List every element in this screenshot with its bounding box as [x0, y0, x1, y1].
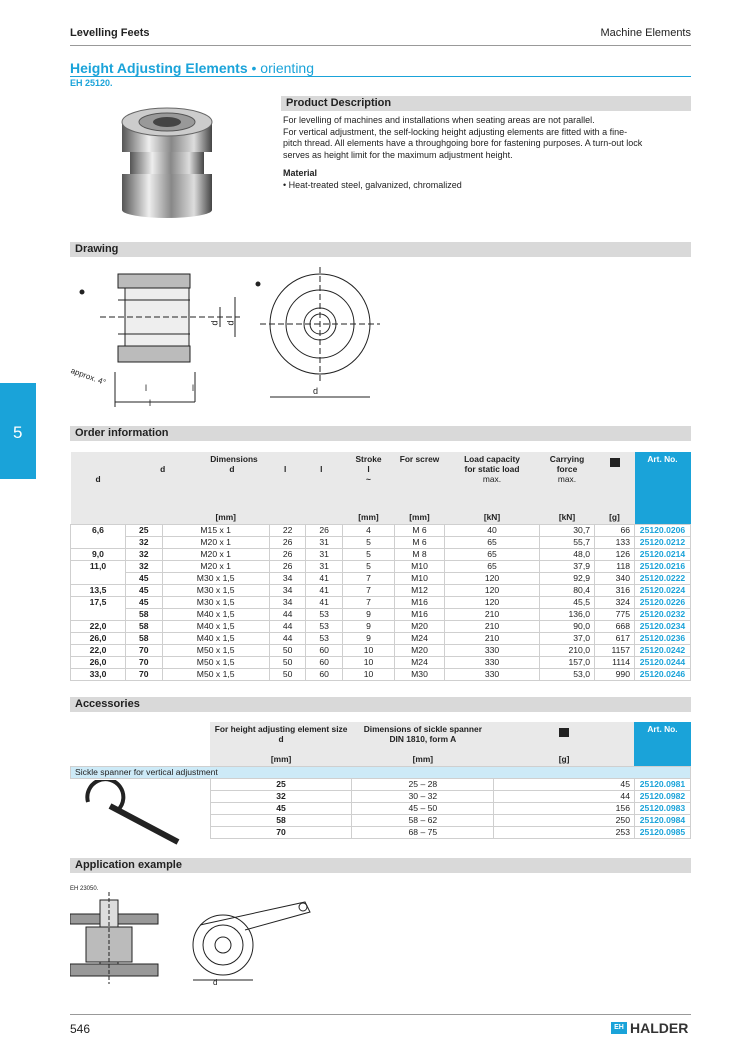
cell-load: 40 — [445, 525, 540, 537]
cell-d2: 58 — [126, 621, 163, 633]
table-row — [71, 561, 691, 573]
cell-dim: 58 – 62 — [352, 815, 494, 827]
cell-carry: 92,9 — [540, 573, 595, 585]
cell-carry: 53,0 — [540, 669, 595, 681]
cell-l1: 26 — [269, 561, 306, 573]
label-l1: l — [145, 383, 147, 393]
desc-line: For levelling of machines and installations when seating areas are not parallel. — [283, 115, 595, 125]
cell-l1: 44 — [269, 621, 306, 633]
cell-carry: 210,0 — [540, 645, 595, 657]
cell-l3: 7 — [343, 585, 395, 597]
col-art: Art. No. — [635, 452, 691, 510]
cell-l2: 41 — [306, 573, 343, 585]
table-row — [71, 525, 691, 537]
cell-load: 210 — [445, 633, 540, 645]
cell-load: 65 — [445, 561, 540, 573]
cell-carry: 157,0 — [540, 657, 595, 669]
col-load: Load capacity for static load max. — [464, 454, 520, 484]
cell-g: 44 — [494, 791, 635, 803]
cell-d3: M30 x 1,5 — [162, 573, 269, 585]
cell-g: 45 — [494, 779, 635, 791]
cell-d1 — [71, 573, 126, 585]
title-sub: orienting — [260, 60, 314, 76]
cell-d1: 22,0 — [71, 621, 126, 633]
cell-load: 330 — [445, 645, 540, 657]
cell-d1: 22,0 — [71, 645, 126, 657]
cell-screw: M12 — [395, 585, 445, 597]
cell-l2: 60 — [306, 645, 343, 657]
cell-dim: 45 – 50 — [352, 803, 494, 815]
cell-load: 65 — [445, 549, 540, 561]
cell-size: 70 — [210, 827, 352, 839]
cell-d2: 25 — [126, 525, 163, 537]
product-description — [283, 115, 688, 191]
cell-art[interactable]: 25120.0222 — [635, 573, 691, 585]
cell-l3: 7 — [343, 573, 395, 585]
cell-l2: 31 — [306, 537, 343, 549]
table-row — [71, 669, 691, 681]
cell-d2: 70 — [126, 657, 163, 669]
cell-l1: 50 — [269, 669, 306, 681]
table-row — [71, 573, 691, 585]
cell-load: 65 — [445, 537, 540, 549]
cell-carry: 55,7 — [540, 537, 595, 549]
cell-load: 120 — [445, 597, 540, 609]
cell-g: 126 — [595, 549, 635, 561]
cell-size: 32 — [210, 791, 352, 803]
label-d2: d — [313, 386, 319, 396]
cell-l1: 34 — [269, 585, 306, 597]
cell-art[interactable]: 25120.0226 — [635, 597, 691, 609]
accessories-heading: Accessories — [70, 697, 691, 712]
cell-l2: 31 — [306, 561, 343, 573]
cell-screw: M24 — [395, 633, 445, 645]
cell-art[interactable]: 25120.0216 — [635, 561, 691, 573]
title-separator: • — [247, 60, 261, 76]
cell-screw: M10 — [395, 573, 445, 585]
cell-g: 250 — [494, 815, 635, 827]
cell-art[interactable]: 25120.0224 — [635, 585, 691, 597]
cell-l2: 53 — [306, 621, 343, 633]
cell-carry: 37,9 — [540, 561, 595, 573]
cell-l1: 22 — [269, 525, 306, 537]
title-underline — [70, 76, 691, 77]
cell-screw: M30 — [395, 669, 445, 681]
cell-d3: M40 x 1,5 — [162, 633, 269, 645]
unit-g: [g] — [609, 512, 620, 522]
cell-screw: M24 — [395, 657, 445, 669]
cell-d3: M40 x 1,5 — [162, 621, 269, 633]
col-dims: Dimensions of sickle spanner DIN 1810, form A — [363, 724, 482, 744]
cell-d1: 26,0 — [71, 657, 126, 669]
cell-d2: 45 — [126, 573, 163, 585]
cell-g: 316 — [595, 585, 635, 597]
cell-l3: 9 — [343, 609, 395, 621]
col-carry: Carrying force max. — [549, 454, 585, 484]
cell-l3: 4 — [343, 525, 395, 537]
header-divider — [70, 45, 691, 46]
col-weight — [595, 452, 635, 510]
group-label: Sickle spanner for vertical adjustment — [71, 767, 691, 779]
cell-load: 120 — [445, 573, 540, 585]
cell-art[interactable]: 25120.0981 — [634, 779, 690, 791]
cell-d1 — [71, 537, 126, 549]
cell-art[interactable]: 25120.0232 — [635, 609, 691, 621]
title-main: Height Adjusting Elements — [70, 60, 248, 76]
footer-divider — [70, 1014, 691, 1015]
cell-load: 330 — [445, 657, 540, 669]
cell-d1: 13,5 — [71, 585, 126, 597]
cell-l2: 41 — [306, 597, 343, 609]
cell-l2: 60 — [306, 657, 343, 669]
label-l2: l — [149, 398, 151, 408]
cell-l1: 44 — [269, 609, 306, 621]
cell-d1 — [71, 609, 126, 621]
cell-g: 66 — [595, 525, 635, 537]
col-stroke: Stroke l ~ — [355, 454, 382, 484]
order-heading: Order information — [70, 426, 691, 441]
cell-carry: 48,0 — [540, 549, 595, 561]
label-approx: approx. 4° — [69, 366, 107, 387]
cell-l1: 26 — [269, 537, 306, 549]
cell-load: 330 — [445, 669, 540, 681]
cell-art[interactable]: 25120.0242 — [635, 645, 691, 657]
col-weight — [494, 722, 635, 752]
sickle-spanner-image — [78, 780, 188, 850]
table-row — [71, 585, 691, 597]
cell-carry: 80,4 — [540, 585, 595, 597]
cell-art[interactable]: 25120.0234 — [635, 621, 691, 633]
unit-mm: [mm] — [270, 754, 292, 764]
cell-art[interactable]: 25120.0244 — [635, 657, 691, 669]
cell-carry: 30,7 — [540, 525, 595, 537]
table-row — [71, 609, 691, 621]
col-screw: For screw — [399, 454, 440, 464]
label-l3: l — [192, 383, 194, 393]
product-photo — [112, 100, 222, 220]
cell-d1: 9,0 — [71, 549, 126, 561]
cell-l3: 9 — [343, 633, 395, 645]
brand-name: HALDER — [630, 1020, 689, 1036]
label-d3: d — [225, 320, 236, 326]
cell-art[interactable]: 25120.0212 — [635, 537, 691, 549]
cell-d1: 26,0 — [71, 633, 126, 645]
unit-kn: [kN] — [483, 512, 501, 522]
cell-g: 668 — [595, 621, 635, 633]
product-code: EH 25120. — [70, 78, 113, 88]
cell-d2: 32 — [126, 561, 163, 573]
cell-carry: 136,0 — [540, 609, 595, 621]
desc-line: serves as height limit for the maximum adjustment height. — [283, 149, 513, 160]
cell-d1: 6,6 — [71, 525, 126, 537]
cell-screw: M16 — [395, 597, 445, 609]
cell-l1: 34 — [269, 573, 306, 585]
header-right: Machine Elements — [600, 27, 691, 39]
cell-g: 1114 — [595, 657, 635, 669]
cell-carry: 90,0 — [540, 621, 595, 633]
chapter-tab: 5 — [0, 383, 36, 479]
col-art: Art. No. — [634, 722, 690, 752]
label-d1: d — [209, 320, 220, 326]
cell-carry: 45,5 — [540, 597, 595, 609]
cell-d3: M20 x 1 — [162, 537, 269, 549]
cell-screw: M 6 — [395, 537, 445, 549]
cell-d3: M50 x 1,5 — [162, 657, 269, 669]
cell-g: 340 — [595, 573, 635, 585]
cell-art[interactable]: 25120.0984 — [634, 815, 690, 827]
cell-art[interactable]: 25120.0246 — [635, 669, 691, 681]
col-d1: d — [95, 474, 101, 484]
cell-l1: 44 — [269, 633, 306, 645]
cell-screw: M16 — [395, 609, 445, 621]
cell-d3: M30 x 1,5 — [162, 585, 269, 597]
cell-art[interactable]: 25120.0206 — [635, 525, 691, 537]
cell-l1: 34 — [269, 597, 306, 609]
cell-dim: 68 – 75 — [352, 827, 494, 839]
cell-art[interactable]: 25120.0236 — [635, 633, 691, 645]
cell-art[interactable]: 25120.0983 — [634, 803, 690, 815]
cell-screw: M20 — [395, 621, 445, 633]
cell-l2: 53 — [306, 609, 343, 621]
cell-screw: M10 — [395, 561, 445, 573]
cell-g: 156 — [494, 803, 635, 815]
application-spanner-drawing — [185, 890, 325, 990]
col-size: For height adjusting element size d — [214, 724, 348, 744]
cell-l3: 7 — [343, 597, 395, 609]
cell-carry: 37,0 — [540, 633, 595, 645]
cell-l1: 50 — [269, 645, 306, 657]
unit-mm: [mm] — [409, 512, 430, 522]
unit-kn: [kN] — [558, 512, 576, 522]
cell-g: 118 — [595, 561, 635, 573]
unit-mm: [mm] — [412, 754, 434, 764]
table-row — [71, 621, 691, 633]
cell-d2: 32 — [126, 549, 163, 561]
application-drawing — [70, 892, 160, 987]
cell-l2: 53 — [306, 633, 343, 645]
cell-art[interactable]: 25120.0982 — [634, 791, 690, 803]
cell-l3: 5 — [343, 549, 395, 561]
cell-art[interactable]: 25120.0214 — [635, 549, 691, 561]
material-text: • Heat-treated steel, galvanized, chromalized — [283, 179, 462, 190]
cell-load: 210 — [445, 621, 540, 633]
cell-g: 1157 — [595, 645, 635, 657]
app-label: EH 23050. — [70, 886, 99, 892]
cell-g: 617 — [595, 633, 635, 645]
cell-d2: 32 — [126, 537, 163, 549]
cell-d1: 11,0 — [71, 561, 126, 573]
unit-mm: [mm] — [215, 512, 236, 522]
order-table — [70, 452, 691, 681]
weight-icon — [559, 728, 569, 737]
cell-d1: 17,5 — [71, 597, 126, 609]
cell-l3: 5 — [343, 537, 395, 549]
cell-l3: 9 — [343, 621, 395, 633]
drawing-heading: Drawing — [70, 242, 691, 257]
cell-d3: M30 x 1,5 — [162, 597, 269, 609]
cell-d2: 70 — [126, 669, 163, 681]
table-row — [71, 597, 691, 609]
cell-size: 25 — [210, 779, 352, 791]
cell-g: 253 — [494, 827, 635, 839]
page-number: 546 — [70, 1022, 91, 1036]
cell-d3: M40 x 1,5 — [162, 609, 269, 621]
cell-l3: 10 — [343, 645, 395, 657]
cell-d2: 58 — [126, 633, 163, 645]
cell-l3: 10 — [343, 657, 395, 669]
cell-d3: M20 x 1 — [162, 561, 269, 573]
cell-d2: 70 — [126, 645, 163, 657]
cell-size: 58 — [210, 815, 352, 827]
col-dimensions: Dimensions d d l l — [160, 454, 323, 474]
header-left: Levelling Feets — [70, 27, 150, 39]
cell-load: 210 — [445, 609, 540, 621]
table-row — [71, 657, 691, 669]
cell-g: 990 — [595, 669, 635, 681]
cell-l2: 26 — [306, 525, 343, 537]
cell-d3: M50 x 1,5 — [162, 669, 269, 681]
page-title — [70, 60, 314, 76]
cell-d2: 58 — [126, 609, 163, 621]
product-description-heading: Product Description — [281, 96, 691, 111]
cell-l2: 41 — [306, 585, 343, 597]
cell-dim: 25 – 28 — [352, 779, 494, 791]
cell-dim: 30 – 32 — [352, 791, 494, 803]
cell-g: 775 — [595, 609, 635, 621]
cell-l3: 5 — [343, 561, 395, 573]
technical-drawing — [70, 262, 390, 412]
cell-g: 133 — [595, 537, 635, 549]
weight-icon — [610, 458, 620, 467]
unit-g: [g] — [558, 754, 570, 764]
cell-load: 120 — [445, 585, 540, 597]
table-row — [71, 645, 691, 657]
cell-l1: 50 — [269, 657, 306, 669]
cell-l2: 31 — [306, 549, 343, 561]
unit-mm: [mm] — [358, 512, 379, 522]
table-row — [71, 549, 691, 561]
cell-l3: 10 — [343, 669, 395, 681]
cell-screw: M20 — [395, 645, 445, 657]
cell-d3: M50 x 1,5 — [162, 645, 269, 657]
cell-size: 45 — [210, 803, 352, 815]
table-row — [71, 633, 691, 645]
app-d2-label: d — [213, 978, 218, 987]
cell-art[interactable]: 25120.0985 — [634, 827, 690, 839]
cell-l1: 26 — [269, 549, 306, 561]
cell-d3: M15 x 1 — [162, 525, 269, 537]
desc-line: For vertical adjustment, the self-locking height adjusting elements are fitted with a fine- — [283, 126, 628, 137]
cell-g: 324 — [595, 597, 635, 609]
desc-line: pitch thread. All elements have a throughgoing bore for fastening purposes. A turn-out lock — [283, 138, 643, 148]
cell-l2: 60 — [306, 669, 343, 681]
cell-d1: 33,0 — [71, 669, 126, 681]
table-row — [71, 537, 691, 549]
cell-screw: M 6 — [395, 525, 445, 537]
cell-screw: M 8 — [395, 549, 445, 561]
brand-logo: EH — [611, 1022, 627, 1034]
cell-d2: 45 — [126, 585, 163, 597]
material-heading: Material — [283, 168, 318, 178]
cell-d2: 45 — [126, 597, 163, 609]
cell-d3: M20 x 1 — [162, 549, 269, 561]
application-heading: Application example — [70, 858, 691, 873]
